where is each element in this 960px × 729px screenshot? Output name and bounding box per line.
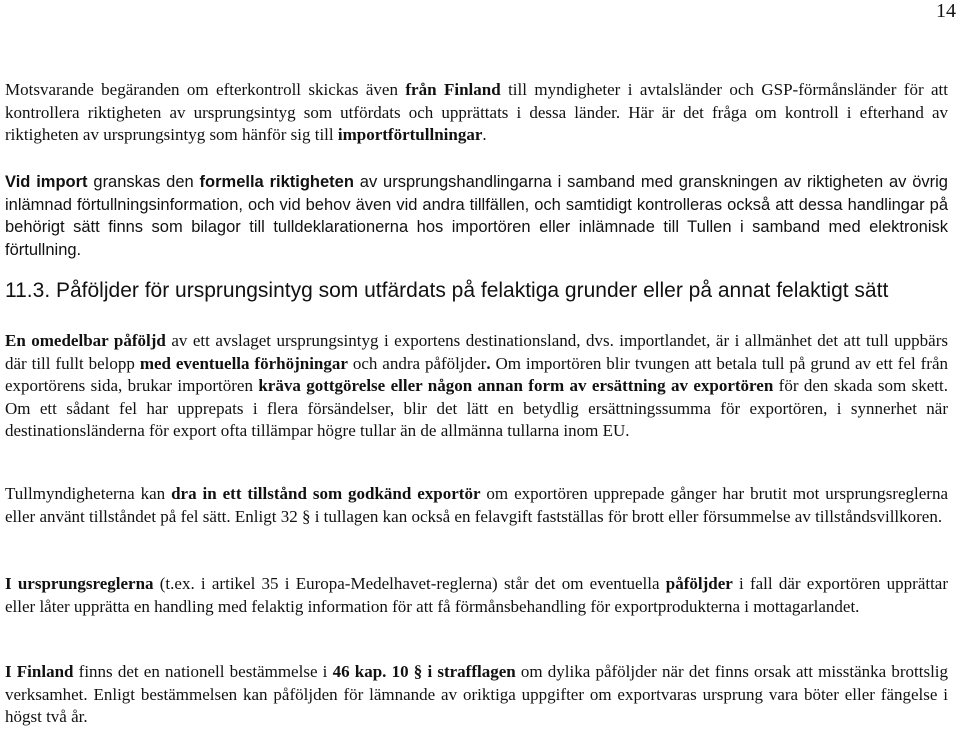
bold-text: I Finland (5, 662, 74, 681)
bold-text: kräva gottgörelse eller någon annan form av ersättning av exportören (258, 376, 774, 395)
bold-text: 46 kap. 10 § i strafflagen (332, 662, 516, 681)
text-span: Tullmyndigheterna kan (5, 484, 172, 503)
paragraph-immediate-penalty (5, 330, 948, 443)
bold-text: påföljder (665, 574, 733, 593)
text-span: av ett avslaget ursprungsintyg i exportens destinationsland, dvs. importlandet, är i allmänhet det att tull uppbärs där till fullt belopp (5, 331, 949, 373)
bold-text: formella riktigheten (199, 173, 354, 191)
text-span: Motsvarande begäranden om efterkontroll skickas även (5, 80, 406, 99)
text-span: för den skada som skett. Om ett sådant fel har upprepats i flera försändelser, blir det lätt en betydlig ersättningssumma för exportören, i synnerhet när destinationsländerna för export ofta tillämpar högre tullar än de allmänna tullarna inom EU. (5, 376, 948, 440)
text-span: om exportören upprepade gånger har brutit mot ursprungsreglerna eller använt tillståndet på fel sätt. Enligt 32 § i tullagen kan också en felavgift fastställas för brott eller försummelse av tillståndsvillkoren. (5, 484, 948, 526)
text-span: i fall där exportören upprättar eller låter upprätta en handling med felaktig information för att få förmånsbehandling för exportprodukterna i mottagarlandet. (5, 574, 949, 616)
text-span: av ursprungshandlingarna i samband med granskningen av riktigheten av övrig inlämnad förtullningsinformation, och vid behov även vid andra tillfällen, och samtidigt kontrolleras också att dessa handlingar på behörigt sätt finns som bilagor till tulldeklarationerna hos importören eller inlämnade till Tullen i samband med elektronisk förtullning. (5, 173, 948, 259)
paragraph-verification-requests (5, 79, 948, 147)
bold-text: En omedelbar påföljd (5, 331, 166, 350)
bold-text: . (486, 353, 491, 373)
text-span: om dylika påföljder när det finns orsak att misstänka brottslig verksamhet. Enligt bestämmelsen kan påföljden för lämnande av oriktiga uppgifter om exportvaras ursprung vara böter eller fängelse i högst två år. (5, 662, 949, 726)
paragraph-finland-criminal-code (5, 661, 948, 729)
text-span: Om importören blir tvungen att betala tull på grund av ett fel från exportörens sida, brukar importören (5, 353, 948, 395)
section-heading: 11.3. Påföljder för ursprungsintyg som utfärdats på felaktiga grunder eller på annat felaktigt sätt (5, 279, 889, 302)
bold-text: med eventuella förhöjningar (139, 353, 348, 373)
text-span: . (482, 125, 487, 144)
bold-text: dra in ett tillstånd som godkänd exportör (171, 484, 481, 503)
page-number: 14 (936, 0, 956, 22)
text-span: till myndigheter i avtalsländer och GSP-förmånsländer för att kontrollera riktigheten av ursprungsintyg som utfördats och upprättats i dessa länder. Här är det fråga om kontroll i efterhand av riktigheten av ursprungsintyg som hänför sig till (5, 80, 949, 144)
text-span: granskas den (87, 173, 200, 191)
text-span: och andra påföljder (347, 353, 487, 373)
text-span: (t.ex. i artikel 35 i Europa-Medelhavet-reglerna) står det om eventuella (153, 574, 666, 593)
bold-text: från Finland (405, 80, 501, 99)
bold-text: Vid import (5, 173, 88, 191)
bold-text: importförtullningar (337, 125, 483, 144)
bold-text: I ursprungsreglerna (5, 574, 154, 593)
paragraph-authorisation-withdrawal (5, 483, 948, 528)
text-span: finns det en nationell bestämmelse i (73, 662, 333, 681)
paragraph-import-checks (5, 171, 948, 261)
paragraph-origin-rules (5, 573, 948, 618)
